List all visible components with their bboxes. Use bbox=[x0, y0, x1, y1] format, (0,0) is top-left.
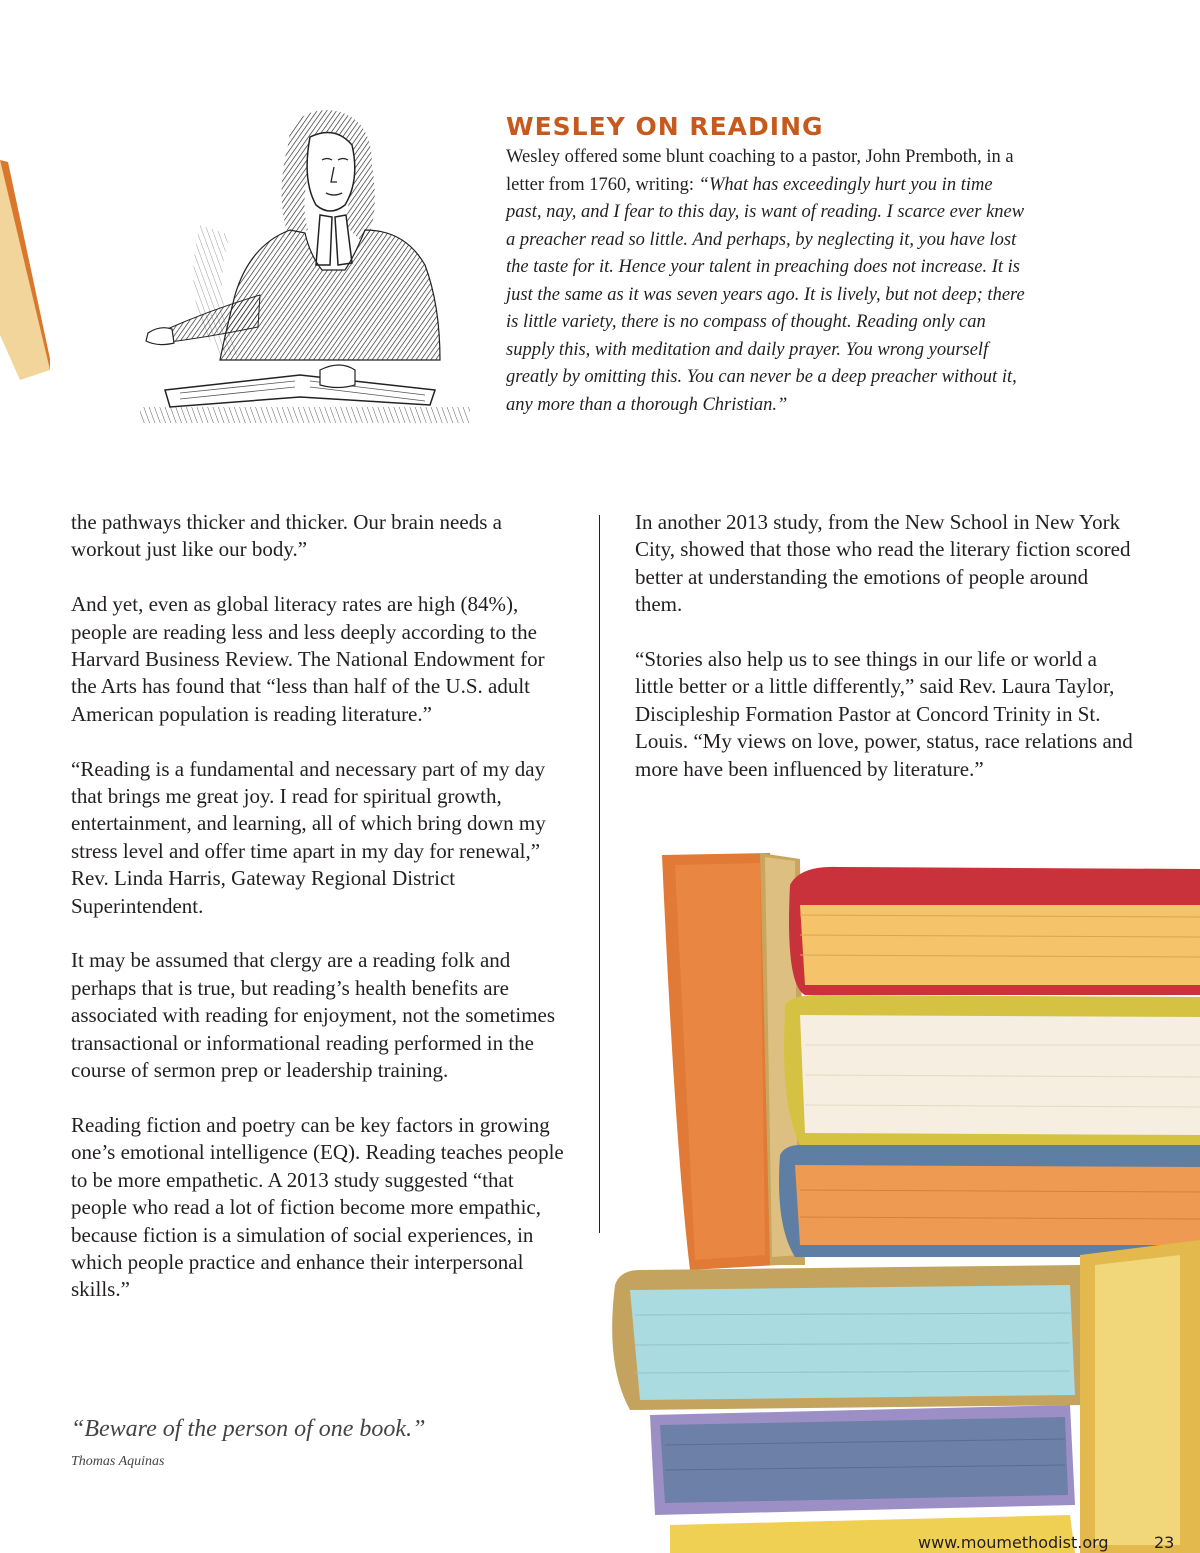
sidebar-intro: Wesley offered some blunt coaching to a pastor, John Premboth, in a letter from 1760, writing: bbox=[506, 147, 1014, 195]
sidebar-title: WESLEY ON READING bbox=[506, 112, 824, 141]
left-column bbox=[71, 509, 571, 1331]
paragraph: “Stories also help us to see things in our life or world a little better or a little differently,” said Rev. Laura Taylor, Discipleship Formation Pastor at Concord Trinity in St. Louis. “My views on love, power, status, race relations and more have been influenced by literature.” bbox=[635, 647, 1133, 781]
paragraph: “Reading is a fundamental and necessary part of my day that brings me great joy. I read for spiritual growth, entertainment, and learning, all of which bring down my stress level and offer time apart in my day for renewal,” Rev. Linda Harris, Gateway Regional District Superintendent. bbox=[71, 756, 546, 918]
sidebar-quote: “What has exceedingly hurt you in time past, nay, and I fear to this day, is want of reading. I scarce ever knew a preacher read so little. And perhaps, by neglecting it, you have lost the taste for it. Hence your talent in preaching does not increase. It is just the same as it was seven years ago. It is lively, but not deep; there is little variety, there is no compass of thought. Reading only can supply this, with meditation and daily prayer. You wrong yourself greatly by omitting this. You can never be a deep preacher without it, any more than a thorough Christian.” bbox=[506, 174, 1025, 415]
paragraph: It may be assumed that clergy are a reading folk and perhaps that is true, but reading’s health benefits are associated with reading for enjoyment, not the sometimes transactional or informational reading performed in the course of sermon prep or leadership training. bbox=[71, 948, 556, 1083]
paragraph: Reading fiction and poetry can be key factors in growing one’s emotional intelligence (EQ). Reading teaches people to be more empathetic. A 2013 study suggested “that people who read a lot of fiction become more empathic, because fiction is a simulation of social experiences, in which people practice and enhance their interpersonal skills.” bbox=[71, 1112, 564, 1302]
book-edge-illustration bbox=[0, 150, 50, 380]
sidebar-body bbox=[506, 144, 1026, 419]
book-stack-photo bbox=[600, 845, 1200, 1553]
paragraph: And yet, even as global literacy rates are high (84%), people are reading less and less deeply according to the Harvard Business Review. The National Endowment for the Arts has found that “less than half of the U.S. adult American population is reading literature.” bbox=[71, 592, 545, 726]
paragraph: In another 2013 study, from the New School in New York City, showed that those who read the literary fiction scored better at understanding the emotions of people around them. bbox=[635, 510, 1131, 617]
john-wesley-engraving bbox=[140, 105, 470, 425]
paragraph: the pathways thicker and thicker. Our brain needs a workout just like our body.” bbox=[71, 510, 502, 562]
wesley-sidebar bbox=[506, 112, 1026, 419]
right-column bbox=[635, 509, 1135, 810]
pull-quote: “Beware of the person of one book.” bbox=[71, 1416, 426, 1442]
page-number: 23 bbox=[1154, 1533, 1175, 1552]
pull-quote-attribution: Thomas Aquinas bbox=[71, 1454, 165, 1469]
footer-website: www.moumethodist.org bbox=[918, 1533, 1109, 1552]
